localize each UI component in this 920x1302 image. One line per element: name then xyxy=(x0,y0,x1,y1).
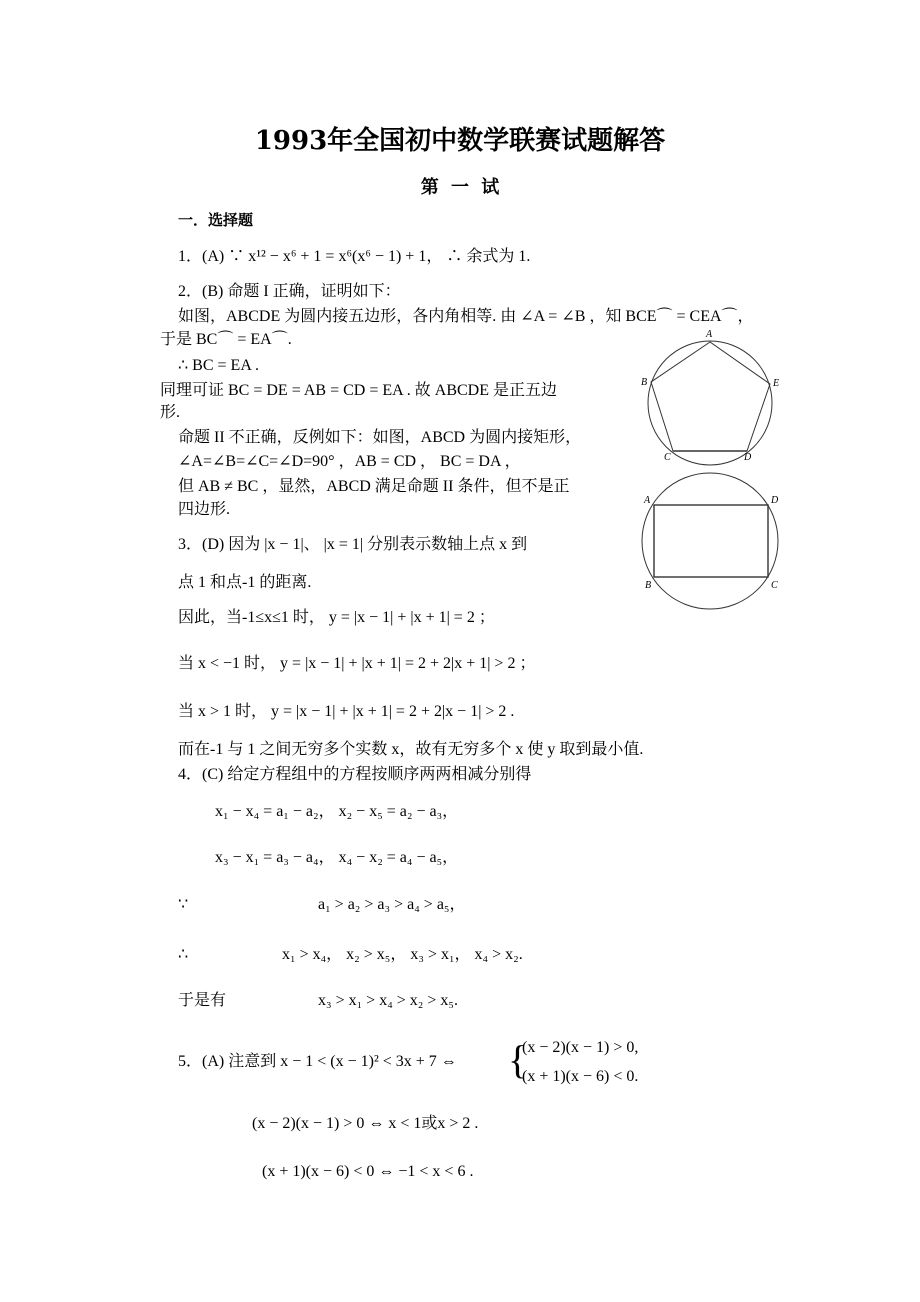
answer-2-line: 但 AB ≠ BC ，显然，ABCD 满足命题 II 条件，但不是正 xyxy=(178,478,570,495)
vertex-label-b: B xyxy=(645,580,652,591)
answer-5-line: (x + 1)(x − 6) < 0 ⇔ −1 < x < 6 . xyxy=(262,1163,474,1180)
answer-4-line: x₃ > x₁ > x₄ > x₂ > x₅. xyxy=(318,992,458,1009)
document-title: 1993年全国初中数学联赛试题解答 xyxy=(254,126,666,156)
section-heading: 一．选择题 xyxy=(178,211,254,229)
vertex-label-d: D xyxy=(744,452,752,463)
therefore-symbol: ∴ xyxy=(178,946,189,963)
answer-2-line: 四边形. xyxy=(178,501,231,518)
pentagon-figure xyxy=(648,341,772,465)
answer-4-line: x₁ − x₄ = a₁ − a₂， x₂ − x₅ = a₂ − a₃， xyxy=(215,803,459,820)
answer-5-system-line: (x − 2)(x − 1) > 0, xyxy=(522,1039,639,1056)
vertex-label-e: E xyxy=(773,378,780,389)
vertex-label-b: B xyxy=(641,377,648,388)
answer-3-line: 点 1 和点-1 的距离. xyxy=(178,574,312,591)
answer-5-line: (x − 2)(x − 1) > 0 ⇔ x < 1或x > 2 . xyxy=(252,1115,479,1132)
answer-3-heading: 3．(D) 因为 |x − 1|、 |x = 1| 分别表示数轴上点 x 到 xyxy=(178,536,528,553)
system-brace: { xyxy=(508,1037,528,1082)
answer-2-line: ∠A=∠B=∠C=∠D=90° ，AB = CD ， BC = DA ， xyxy=(178,453,521,470)
document-subtitle: 第 一 试 xyxy=(420,177,500,198)
answer-2-line: 同理可证 BC = DE = AB = CD = EA . 故 ABCDE 是正五边 xyxy=(160,382,558,399)
because-symbol: ∵ xyxy=(178,896,189,913)
answer-2-line: 形. xyxy=(160,404,181,421)
vertex-label-c: C xyxy=(771,580,778,591)
answer-3-line: 当 x < −1 时， y = |x − 1| + |x + 1| = 2 + 2|x + 1| > 2 ； xyxy=(178,655,536,672)
answer-2-line: 于是 BC⌒ = EA⌒. xyxy=(160,331,292,348)
answer-2-line: ∴ BC = EA . xyxy=(178,357,259,374)
answer-4-line: x₁ > x₄， x₂ > x₅， x₃ > x₁， x₄ > x₂. xyxy=(282,946,523,963)
answer-4-heading: 4．(C) 给定方程组中的方程按顺序两两相减分别得 xyxy=(178,766,532,783)
answer-2-line: 如图，ABCDE 为圆内接五边形，各内角相等. 由 ∠A = ∠B ，知 BCE⌒ = CEA⌒， xyxy=(178,308,754,325)
answer-2-heading: 2．(B) 命题 I 正确，证明如下： xyxy=(178,283,401,300)
answer-1: 1．(A) ∵ x¹² − x⁶ + 1 = x⁶(x⁶ − 1) + 1， ∴ 余式为 1. xyxy=(178,248,531,265)
vertex-label-d: D xyxy=(771,495,779,506)
answer-4-label: 于是有 xyxy=(178,992,227,1009)
vertex-label-a: A xyxy=(644,495,651,506)
answer-5-system-line: (x + 1)(x − 6) < 0. xyxy=(522,1068,639,1085)
vertex-label-a: A xyxy=(706,329,713,340)
rectangle-figure xyxy=(642,473,778,609)
answer-5-heading: 5．(A) 注意到 x − 1 < (x − 1)² < 3x + 7 ⇔ xyxy=(178,1053,457,1070)
answer-4-line: a₁ > a₂ > a₃ > a₄ > a₅， xyxy=(318,896,466,913)
answer-4-line: x₃ − x₁ = a₃ − a₄， x₄ − x₂ = a₄ − a₅， xyxy=(215,849,459,866)
pentagon-labels xyxy=(641,329,779,463)
answer-2-line: 命题 II 不正确，反例如下：如图，ABCD 为圆内接矩形， xyxy=(178,429,582,446)
answer-3-line: 因此，当-1≤x≤1 时， y = |x − 1| + |x + 1| = 2 ； xyxy=(178,609,495,626)
answer-3-line: 当 x > 1 时， y = |x − 1| + |x + 1| = 2 + 2|x − 1| > 2 . xyxy=(178,703,515,720)
vertex-label-c: C xyxy=(664,452,671,463)
answer-3-line: 而在-1 与 1 之间无穷多个实数 x，故有无穷多个 x 使 y 取到最小值. xyxy=(178,741,644,758)
